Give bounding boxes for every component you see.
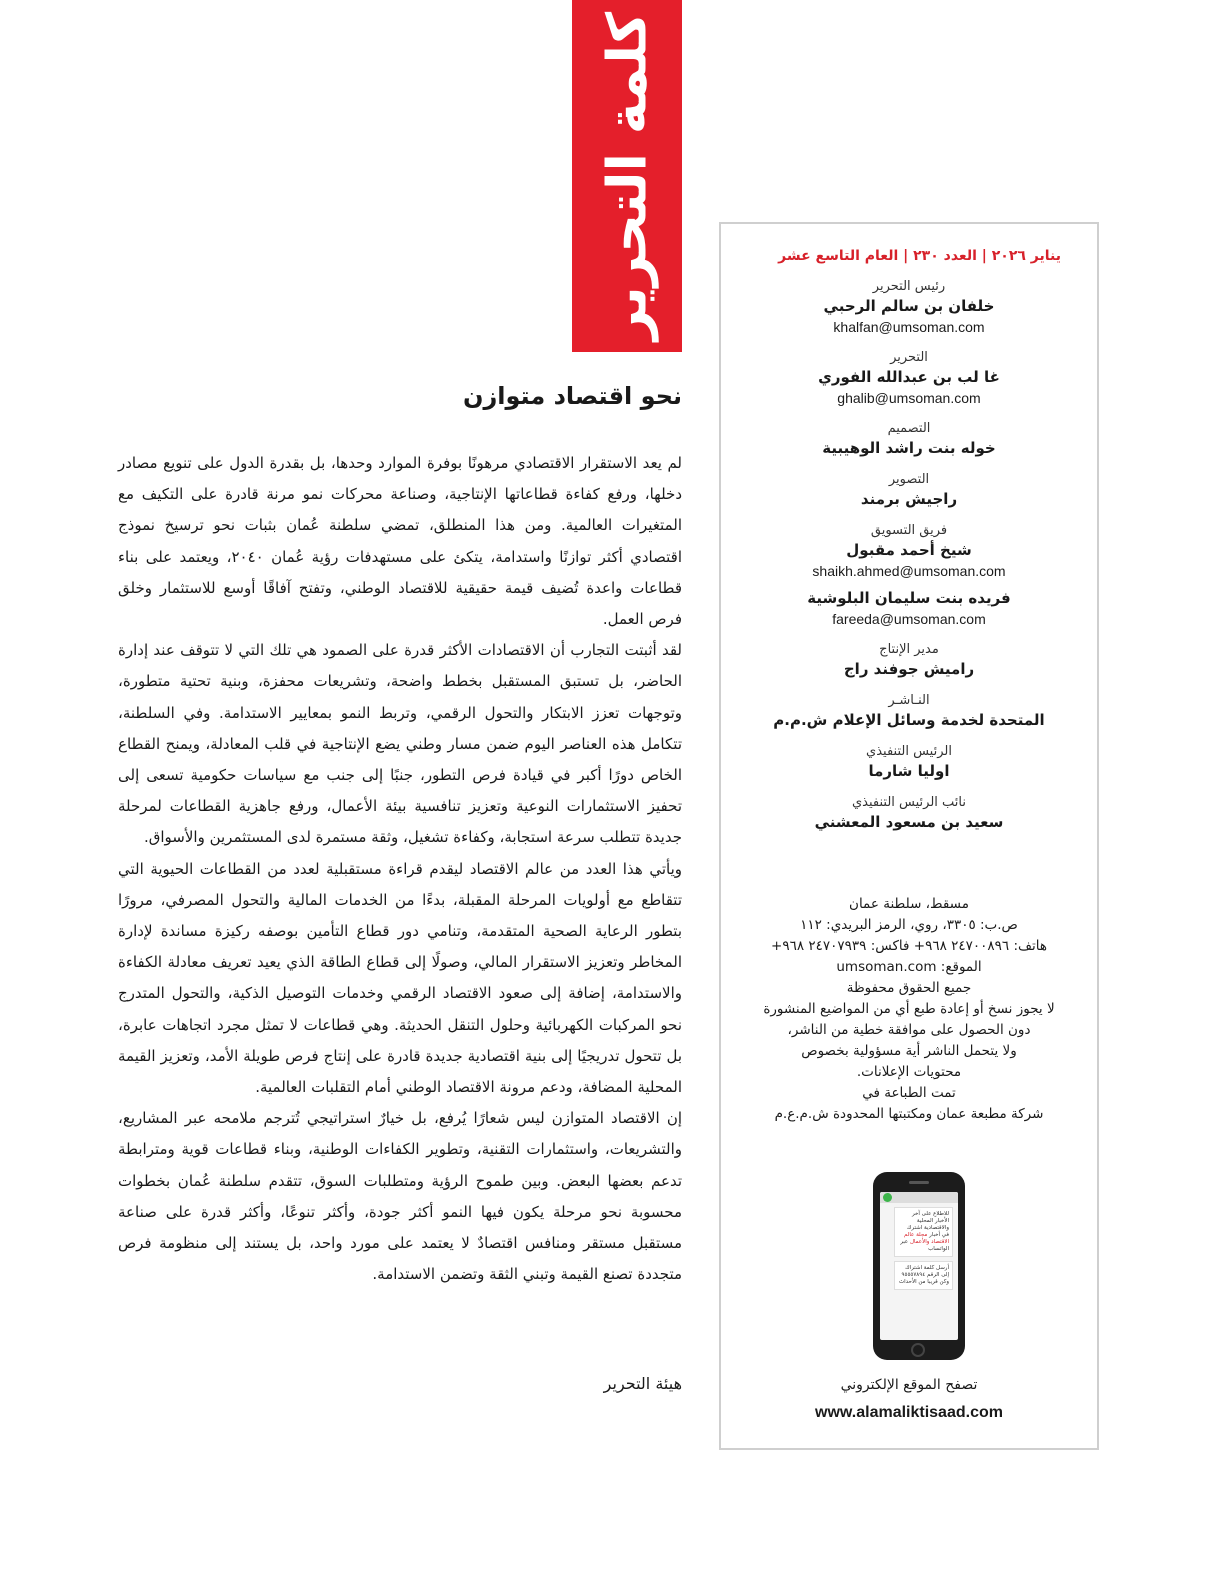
staff-role: نائب الرئيس التنفيذي bbox=[851, 795, 966, 810]
staff-role: التصوير bbox=[888, 472, 930, 487]
info-line: ولا يتحمل الناشر أية مسؤولية بخصوص bbox=[801, 1043, 1017, 1059]
article-headline: نحو اقتصاد متوازن bbox=[462, 382, 682, 410]
article-body bbox=[118, 448, 682, 1290]
staff-role: مدير الإنتاج bbox=[879, 642, 939, 657]
staff-name: فريده بنت سليمان البلوشية bbox=[807, 589, 1011, 607]
staff-name: المتحدة لخدمة وسائل الإعلام ش.م.م bbox=[773, 711, 1045, 729]
article-paragraph: لقد أثبتت التجارب أن الاقتصادات الأكثر قدرة على الصمود هي تلك التي لا تتوقف عند إدارة الحاضر، بل تستبق المستقبل بخطط واضحة، وتشريعات محفزة، وبنية تحتية متطورة، وتوجهات تعزز الابتكار والتحول الرقمي، وتربط النمو بمعايير الاستدامة. وفي السلطنة، تتكامل هذه العناصر اليوم ضمن مسار وطني يضع الإنتاجية في قلب المعادلة، ويمنح القطاع الخاص دورًا أكبر في قيادة فرص التطور، جنبًا إلى جنب مع سياسات حكومية تسعى إلى تحفيز الاستثمارات النوعية وتعزيز تنافسية بيئة الأعمال، ورفع جاهزية القطاعات لمرحلة جديدة تتطلب سرعة استجابة، وكفاءة تشغيل، وثقة مستمرة لدى المستثمرين والأسواق. bbox=[118, 641, 682, 847]
staff-name: اوليا شارما bbox=[868, 762, 950, 780]
staff-email[interactable]: fareeda@umsoman.com bbox=[832, 611, 986, 627]
chat-header bbox=[880, 1192, 958, 1203]
staff-role: رئيس التحرير bbox=[872, 279, 946, 294]
whatsapp-icon bbox=[883, 1193, 892, 1202]
article-signature: هيئة التحرير bbox=[603, 1374, 682, 1393]
phone-screen bbox=[880, 1192, 958, 1340]
staff-list bbox=[721, 278, 1097, 833]
chat-bubble bbox=[894, 1261, 953, 1290]
masthead-box bbox=[719, 222, 1099, 1450]
chat-text: للاطلاع على آخر الأخبار المحلية والاقتصادية bbox=[911, 1211, 949, 1231]
info-line: لا يجوز نسخ أو إعادة طبع أي من المواضيع المنشورة bbox=[763, 1001, 1055, 1017]
staff-email[interactable]: khalfan@umsoman.com bbox=[833, 319, 985, 335]
staff-email[interactable]: shaikh.ahmed@umsoman.com bbox=[812, 563, 1006, 579]
visit-label: تصفح الموقع الإلكتروني bbox=[840, 1377, 978, 1393]
staff-name: غا لب بن عبدالله الفوري bbox=[818, 368, 1000, 386]
article-paragraph: ويأتي هذا العدد من عالم الاقتصاد ليقدم قراءة مستقبلية لعدد من القطاعات الحيوية التي تتقاطع مع أولويات المرحلة المقبلة، بدءًا من الخدمات المالية والتحول المصرفي، مرورًا بتطور الرعاية الصحية المتقدمة، وتنامي دور قطاع التأمين بوصفه ركيزة مساندة لإدارة المخاطر وتعزيز الاستقرار المالي، وصولًا إلى قطاع الطاقة الذي يعيد تعريف معادلة الكفاءة والاستدامة، إضافة إلى صعود الاقتصاد الرقمي وخدمات التوصيل الذكية، والتحول المتدرج نحو المركبات الكهربائية وحلول التنقل الحديثة. وهي قطاعات لا تمثل مجرد اتجاهات عابرة، بل تتحول تدريجيًا إلى بنية اقتصادية جديدة قادرة على إنتاج فرص طويلة الأمد، وتعزيز القيمة المحلية المضافة، ودعم مرونة الاقتصاد الوطني أمام التقلبات العالمية. bbox=[118, 859, 682, 1097]
info-line: شركة مطبعة عمان ومكتبتها المحدودة ش.م.ع.م bbox=[774, 1106, 1044, 1122]
contact-info bbox=[721, 894, 1097, 1125]
staff-name: خوله بنت راشد الوهيبية bbox=[822, 439, 996, 457]
info-line: ص.ب: ٣٣٠٥، روي، الرمز البريدي: ١١٢ bbox=[800, 917, 1018, 933]
article-paragraph: إن الاقتصاد المتوازن ليس شعارًا يُرفع، بل خيارٌ استراتيجي تُترجم ملامحه عبر المشاريع، والتشريعات، واستثمارات التقنية، وتطوير الكفاءات الوطنية، وبناء قطاعات قوية ومترابطة تدعم بعضها البعض. وبين طموح الرؤية ومتطلبات السوق، تتقدم سلطنة عُمان بخطوات محسوبة نحو مرحلة يكون فيها النمو أكثر جودة، وأكثر تنوعًا، وأكثر قدرة على صناعة مستقبل مستقر ومنافس اقتصادٌ لا يعتمد على مورد واحد، بل يستند إلى منظومة فرص متجددة تصنع القيمة وتبني الثقة وتضمن الاستدامة. bbox=[118, 1109, 682, 1284]
chat-text: أرسل كلمة اشتراك إلى الرقم ٩٥٥٥٧٨٩٤ وكن قريبا من الأحداث bbox=[898, 1265, 949, 1285]
staff-name: راجيش برمند bbox=[860, 490, 958, 508]
chat-highlight: مجلة عالم الاقتصاد والأعمال bbox=[904, 1232, 949, 1245]
issue-line: يناير ٢٠٢٦ | العدد ٢٣٠ | العام التاسع عشر bbox=[778, 248, 1061, 264]
staff-role: التصميم bbox=[887, 421, 931, 436]
staff-email[interactable]: ghalib@umsoman.com bbox=[837, 390, 981, 406]
staff-name: راميش جوفند راج bbox=[843, 660, 975, 678]
info-line: الموقع: umsoman.com bbox=[836, 959, 982, 975]
staff-name: سعيد بن مسعود المعشني bbox=[814, 813, 1004, 831]
staff-role: الرئيس التنفيذي bbox=[866, 744, 952, 759]
phone-illustration bbox=[873, 1172, 965, 1360]
staff-name: خلفان بن سالم الرحبي bbox=[823, 297, 995, 315]
info-line: دون الحصول على موافقة خطية من الناشر، bbox=[787, 1022, 1031, 1038]
website-link[interactable]: www.alamaliktisaad.com bbox=[815, 1404, 1003, 1421]
staff-name: شيخ أحمد مقبول bbox=[846, 541, 972, 559]
info-line: مسقط، سلطنة عمان bbox=[849, 896, 969, 912]
info-line: جميع الحقوق محفوظة bbox=[846, 980, 972, 996]
info-line: محتويات الإعلانات. bbox=[856, 1064, 962, 1080]
info-line: تمت الطباعة في bbox=[862, 1085, 956, 1101]
article-paragraph: لم يعد الاستقرار الاقتصادي مرهونًا بوفرة الموارد وحدها، بل بقدرة الدول على تنويع مصادر دخلها، ورفع كفاءة قطاعاتها الإنتاجية، وصناعة محركات نمو مرنة قادرة على التكيف مع المتغيرات العالمية. ومن هذا المنطلق، تمضي سلطنة عُمان بثبات نحو ترسيخ نموذج اقتصادي أكثر توازنًا واستدامة، يتكئ على مستهدفات رؤية عُمان ٢٠٤٠، ويعتمد على بناء قطاعات واعدة تُضيف قيمة حقيقية للاقتصاد الوطني، وتفتح آفاقًا أوسع للاستثمار وخلق فرص العمل. bbox=[118, 454, 683, 629]
banner-title: كلمة التحرير bbox=[595, 11, 659, 341]
staff-role: التحرير bbox=[890, 350, 928, 365]
chat-bubble bbox=[894, 1207, 953, 1257]
home-button-icon bbox=[911, 1343, 925, 1357]
staff-role: فريق التسويق bbox=[870, 523, 948, 538]
section-banner bbox=[572, 0, 682, 352]
staff-role: النـاشـر bbox=[888, 693, 930, 708]
info-line: هاتف: ٢٤٧٠٠٨٩٦ ٩٦٨+ فاكس: ٢٤٧٠٧٩٣٩ ٩٦٨+ bbox=[771, 938, 1047, 954]
phone-speaker bbox=[909, 1181, 929, 1184]
chat-text: اشترك في أخبار bbox=[906, 1225, 949, 1238]
chat-text: عبر الواتساب bbox=[900, 1239, 949, 1252]
